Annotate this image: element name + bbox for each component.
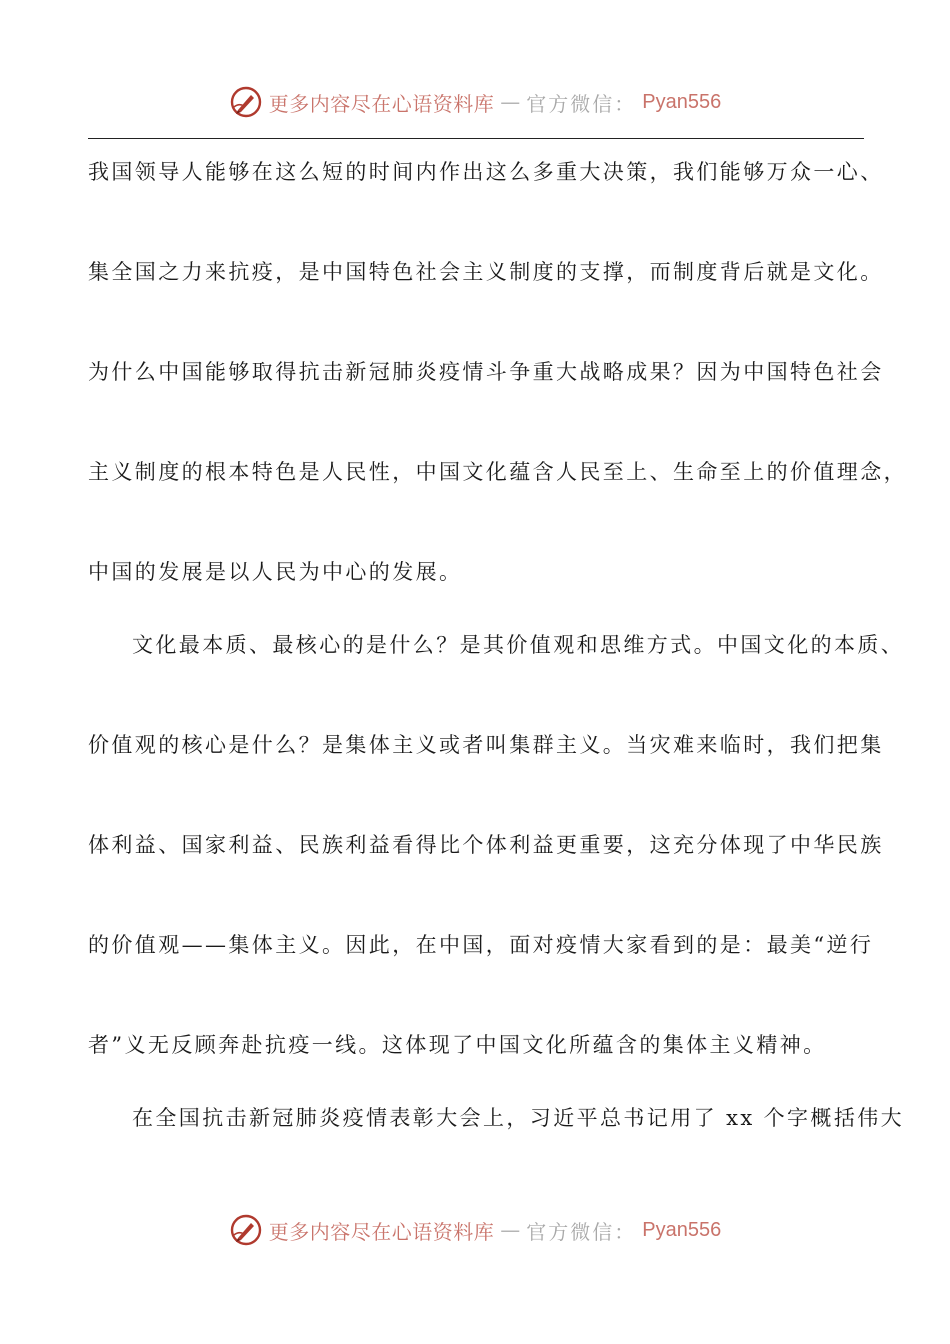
paragraph-start-line: 在全国抗击新冠肺炎疫情表彰大会上，习近平总书记用了 xx 个字概括伟大 (132, 1106, 905, 1130)
body-line: 我国领导人能够在这么短的时间内作出这么多重大决策，我们能够万众一心、 (88, 160, 884, 184)
header-wechat-label: 官方微信： (526, 91, 637, 116)
pen-logo-icon (229, 1213, 263, 1247)
page-footer (0, 1208, 950, 1252)
footer-separator: — (500, 1218, 521, 1242)
paragraph-start-line: 文化最本质、最核心的是什么？是其价值观和思维方式。中国文化的本质、 (132, 633, 905, 657)
footer-brand-text: 更多内容尽在心语资料库 (268, 1219, 495, 1244)
pen-logo-icon (229, 85, 263, 119)
document-body (88, 150, 907, 1196)
header-brand-text: 更多内容尽在心语资料库 (268, 91, 495, 116)
body-line: 中国的发展是以人民为中心的发展。 (88, 560, 463, 584)
footer-wechat-id: Pyan556 (642, 1218, 722, 1241)
body-line: 体利益、国家利益、民族利益看得比个体利益更重要，这充分体现了中华民族 (88, 833, 884, 857)
footer-brand (229, 1213, 721, 1247)
body-line: 者”义无反顾奔赴抗疫一线。这体现了中国文化所蕴含的集体主义精神。 (88, 1033, 827, 1057)
page-header (0, 80, 950, 124)
header-brand (229, 85, 721, 119)
body-line: 主义制度的根本特色是人民性，中国文化蕴含人民至上、生命至上的价值理念， (88, 460, 907, 484)
header-rule (88, 138, 864, 139)
footer-wechat-label: 官方微信： (526, 1219, 637, 1244)
body-line: 的价值观——集体主义。因此，在中国，面对疫情大家看到的是：最美“逆行 (88, 933, 874, 957)
header-separator: — (500, 90, 521, 114)
body-line: 为什么中国能够取得抗击新冠肺炎疫情斗争重大战略成果？因为中国特色社会 (88, 360, 884, 384)
body-line: 价值观的核心是什么？是集体主义或者叫集群主义。当灾难来临时，我们把集 (88, 733, 884, 757)
body-line: 集全国之力来抗疫，是中国特色社会主义制度的支撑，而制度背后就是文化。 (88, 260, 884, 284)
header-wechat-id: Pyan556 (642, 90, 722, 113)
